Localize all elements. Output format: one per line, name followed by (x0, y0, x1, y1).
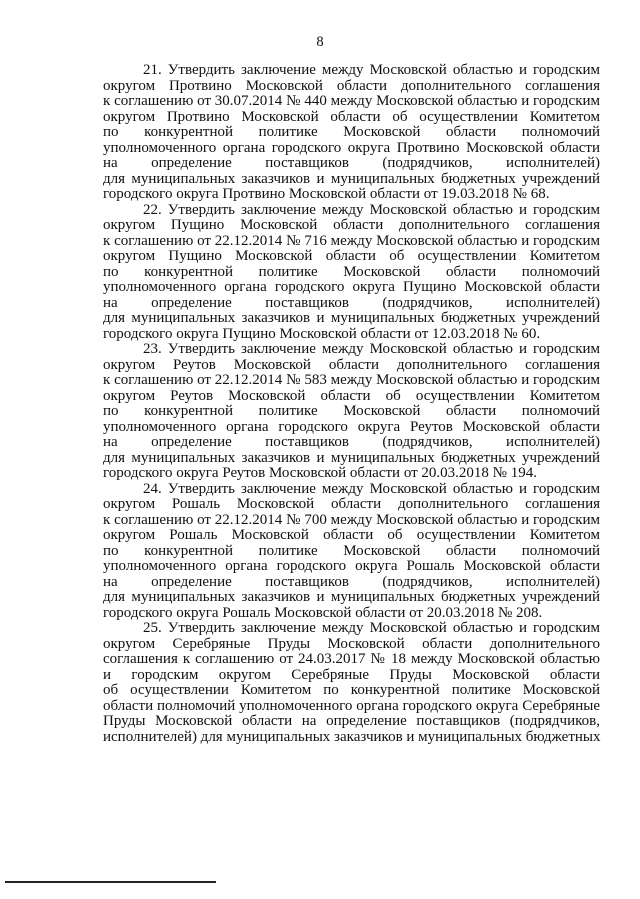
paragraph-line: уполномоченного органа городского округа Протвино Московской области (103, 139, 600, 156)
paragraph-line: уполномоченного органа городского округа Пущино Московской области (103, 279, 600, 295)
page-number: 8 (316, 34, 324, 50)
paragraph-line: к соглашению от 22.12.2014 № 700 между Московской областью и городским (103, 511, 600, 528)
paragraph-23 (103, 342, 600, 482)
paragraph-22 (103, 203, 600, 343)
paragraph-line: по конкурентной политике Московской области полномочий (103, 542, 600, 559)
paragraph-line: по конкурентной политике Московской области полномочий (103, 124, 600, 140)
paragraph-line: городского округа Протвино Московской области от 19.03.2018 № 68. (103, 186, 550, 202)
paragraph-line: 22. Утвердить заключение между Московской областью и городским (143, 201, 600, 218)
paragraph-line: области полномочий уполномоченного органа городского округа Серебряные (103, 697, 600, 714)
paragraph-line: к соглашению от 22.12.2014 № 716 между Московской областью и городским (103, 232, 600, 249)
paragraph-line: округом Пущино Московской области об осуществлении Комитетом (103, 248, 600, 264)
paragraph-line: округом Реутов Московской области дополнительного соглашения (103, 356, 600, 373)
paragraph-line: городского округа Реутов Московской области от 20.03.2018 № 194. (103, 465, 537, 481)
paragraph-line: на определение поставщиков (подрядчиков, исполнителей) (103, 155, 600, 171)
paragraph-line: 23. Утвердить заключение между Московской областью и городским (143, 341, 600, 357)
paragraph-line: и городским округом Серебряные Пруды Московской области (103, 666, 600, 683)
paragraph-line: округом Рошаль Московской области дополнительного соглашения (103, 496, 600, 512)
paragraph-line: Пруды Московской области на определение поставщиков (подрядчиков, (103, 713, 600, 729)
paragraph-line: по конкурентной политике Московской области полномочий (103, 403, 600, 419)
paragraph-line: исполнителей) для муниципальных заказчиков и муниципальных бюджетных (103, 728, 601, 745)
paragraph-line: 24. Утвердить заключение между Московской областью и городским (143, 480, 600, 497)
paragraph-line: для муниципальных заказчиков и муниципальных бюджетных учреждений (103, 310, 600, 326)
footer-divider (5, 881, 216, 883)
paragraph-line: городского округа Пущино Московской области от 12.03.2018 № 60. (103, 325, 541, 342)
paragraph-line: 25. Утвердить заключение между Московской областью и городским (143, 620, 600, 636)
paragraph-line: соглашения к соглашению от 24.03.2017 № 18 между Московской областью (103, 651, 600, 667)
paragraph-line: по конкурентной политике Московской области полномочий (103, 263, 600, 280)
paragraph-line: для муниципальных заказчиков и муниципальных бюджетных учреждений (103, 589, 600, 605)
paragraph-21 (103, 63, 600, 203)
paragraph-24 (103, 482, 600, 622)
paragraph-line: округом Рошаль Московской области об осуществлении Комитетом (103, 527, 600, 543)
paragraph-line: об осуществлении Комитетом по конкурентной политике Московской (103, 682, 600, 698)
paragraph-line: округом Протвино Московской области дополнительного соглашения (103, 77, 600, 94)
paragraph-line: для муниципальных заказчиков и муниципальных бюджетных учреждений (103, 170, 600, 187)
paragraph-line: округом Реутов Московской области об осуществлении Комитетом (103, 387, 600, 404)
paragraph-line: на определение поставщиков (подрядчиков, исполнителей) (103, 294, 600, 311)
paragraph-line: уполномоченного органа городского округа Реутов Московской области (103, 418, 600, 435)
paragraph-line: 21. Утвердить заключение между Московской областью и городским (143, 62, 600, 78)
paragraph-line: округом Серебряные Пруды Московской области дополнительного (103, 635, 600, 652)
paragraph-25 (103, 621, 600, 745)
paragraph-line: округом Пущино Московской области дополнительного соглашения (103, 217, 600, 233)
paragraph-line: городского округа Рошаль Московской области от 20.03.2018 № 208. (103, 604, 543, 621)
document-body (103, 63, 600, 745)
paragraph-line: округом Протвино Московской области об осуществлении Комитетом (103, 108, 600, 125)
paragraph-line: уполномоченного органа городского округа Рошаль Московской области (103, 558, 600, 574)
paragraph-line: на определение поставщиков (подрядчиков, исполнителей) (103, 573, 600, 590)
paragraph-line: к соглашению от 30.07.2014 № 440 между Московской областью и городским (103, 93, 600, 109)
paragraph-line: на определение поставщиков (подрядчиков, исполнителей) (103, 434, 600, 450)
paragraph-line: для муниципальных заказчиков и муниципальных бюджетных учреждений (103, 449, 600, 466)
paragraph-line: к соглашению от 22.12.2014 № 583 между Московской областью и городским (103, 372, 600, 388)
